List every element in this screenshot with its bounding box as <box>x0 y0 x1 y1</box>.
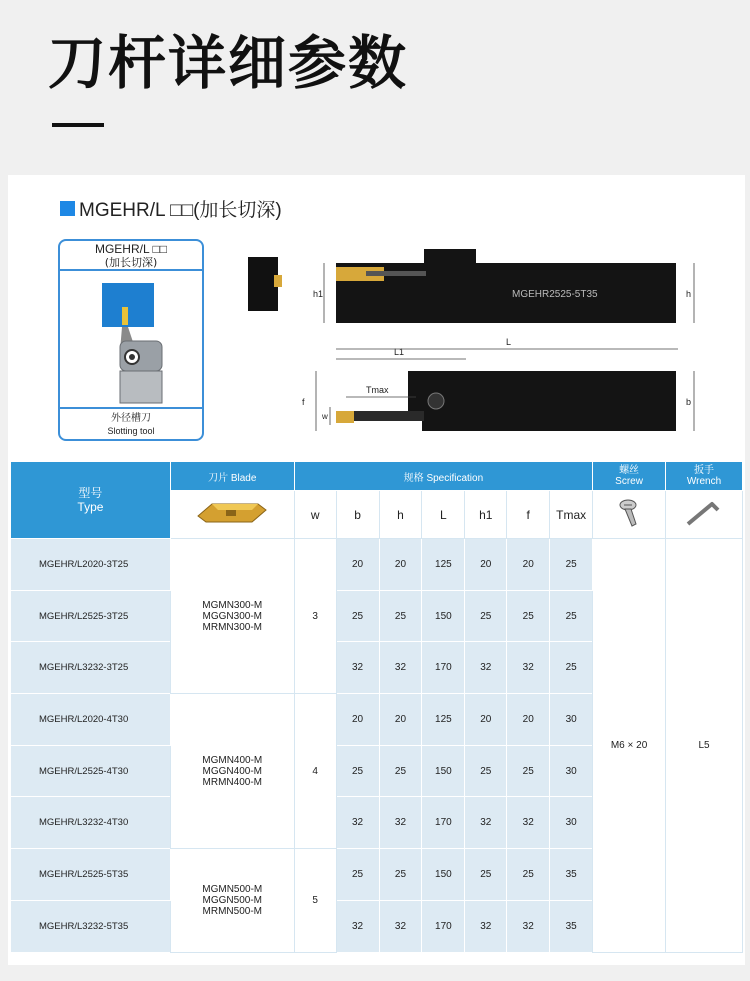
L-cell: 125 <box>422 694 465 746</box>
Tmax-cell: 35 <box>550 849 593 901</box>
blade-insert-icon <box>192 498 272 528</box>
inset-caption-en: Slotting tool <box>107 426 155 436</box>
spec-table <box>10 461 743 953</box>
dim-h1-label: h1 <box>313 289 324 299</box>
blade-code: MGGN300-M <box>202 610 262 622</box>
h-cell: 20 <box>379 694 422 746</box>
type-cell: MGEHR/L2020-4T30 <box>11 694 171 746</box>
dim-L1-label: L1 <box>394 347 405 357</box>
f-cell: 32 <box>507 901 550 953</box>
f-cell: 32 <box>507 797 550 849</box>
Tmax-cell: 25 <box>550 539 593 591</box>
h-cell: 32 <box>379 901 422 953</box>
L-cell: 150 <box>422 746 465 797</box>
slotting-tool-illustration <box>60 271 206 411</box>
screw-header <box>593 462 666 491</box>
blade-cell <box>170 849 294 953</box>
spec-header: 规格 Specification <box>294 462 592 491</box>
blade-cell <box>170 694 294 849</box>
dim-L-label: L <box>506 337 512 347</box>
wrench-icon <box>684 498 724 528</box>
spec-card <box>8 175 745 965</box>
inset-caption <box>60 407 202 439</box>
b-cell: 32 <box>336 797 379 849</box>
inset-header <box>60 241 202 271</box>
type-cell: MGEHR/L3232-4T30 <box>11 797 171 849</box>
col-h1: h1 <box>465 491 507 539</box>
h-cell: 25 <box>379 746 422 797</box>
f-cell: 32 <box>507 642 550 694</box>
type-cell: MGEHR/L2525-5T35 <box>11 849 171 901</box>
col-f: f <box>507 491 550 539</box>
blade-code: MRMN300-M <box>202 621 262 633</box>
L-cell: 125 <box>422 539 465 591</box>
h-cell: 32 <box>379 642 422 694</box>
inset-model: MGEHR/L □□ <box>94 242 168 256</box>
f-cell: 20 <box>507 539 550 591</box>
h-cell: 32 <box>379 797 422 849</box>
h1-cell: 25 <box>465 746 507 797</box>
blade-code: MGMN400-M <box>202 754 263 766</box>
inset-caption-cn: 外径槽刀 <box>111 413 151 424</box>
dim-w-label: w <box>322 412 328 421</box>
b-cell: 25 <box>336 591 379 642</box>
h1-cell: 25 <box>465 591 507 642</box>
blade-code: MRMN400-M <box>202 776 262 788</box>
wrench-cell: L5 <box>666 539 743 953</box>
type-header-en: Type <box>77 500 104 514</box>
w-cell: 5 <box>294 849 336 953</box>
title-underline <box>52 123 104 127</box>
blue-square-icon <box>60 201 75 216</box>
L-cell: 170 <box>422 901 465 953</box>
L-cell: 150 <box>422 591 465 642</box>
b-cell: 32 <box>336 642 379 694</box>
h1-cell: 32 <box>465 901 507 953</box>
drawing-body-text: MGEHR2525-5T35 <box>512 289 598 300</box>
col-h: h <box>379 491 422 539</box>
b-cell: 20 <box>336 694 379 746</box>
col-b: b <box>336 491 379 539</box>
w-cell: 4 <box>294 694 336 849</box>
h-cell: 25 <box>379 591 422 642</box>
b-cell: 32 <box>336 901 379 953</box>
wrench-header <box>666 462 743 491</box>
type-cell: MGEHR/L2525-3T25 <box>11 591 171 642</box>
page-title: 刀杆详细参数 <box>48 29 409 97</box>
blade-code: MGGN400-M <box>202 765 262 777</box>
h-cell: 20 <box>379 539 422 591</box>
Tmax-cell: 35 <box>550 901 593 953</box>
screw-image-cell <box>593 491 666 539</box>
f-cell: 25 <box>507 849 550 901</box>
col-w: w <box>294 491 336 539</box>
screw-header-en: Screw <box>615 476 643 487</box>
dim-f-label: f <box>302 397 305 407</box>
b-cell: 25 <box>336 746 379 797</box>
table-row <box>11 539 743 591</box>
screw-cell: M6 × 20 <box>593 539 666 953</box>
w-cell: 3 <box>294 539 336 694</box>
h1-cell: 32 <box>465 797 507 849</box>
inset-subtitle: (加长切深) <box>104 256 158 269</box>
b-cell: 20 <box>336 539 379 591</box>
wrench-header-cn: 扳手 <box>694 465 714 476</box>
f-cell: 25 <box>507 591 550 642</box>
blade-code: MRMN500-M <box>202 906 262 917</box>
f-cell: 25 <box>507 746 550 797</box>
col-L: L <box>422 491 465 539</box>
blade-code: MGMN500-M <box>202 884 263 895</box>
section-heading-text: MGEHR/L □□(加长切深) <box>79 200 282 221</box>
h1-cell: 20 <box>465 694 507 746</box>
screw-icon <box>616 498 642 528</box>
wrench-image-cell <box>666 491 743 539</box>
tool-holder-drawing <box>236 235 716 445</box>
col-Tmax: Tmax <box>550 491 593 539</box>
h1-cell: 20 <box>465 539 507 591</box>
screw-header-cn: 螺丝 <box>619 465 640 476</box>
blade-cell <box>170 539 294 694</box>
Tmax-cell: 25 <box>550 642 593 694</box>
Tmax-cell: 30 <box>550 746 593 797</box>
dim-h-label: h <box>686 289 692 299</box>
type-cell: MGEHR/L2525-4T30 <box>11 746 171 797</box>
b-cell: 25 <box>336 849 379 901</box>
h-cell: 25 <box>379 849 422 901</box>
Tmax-cell: 30 <box>550 797 593 849</box>
wrench-header-en: Wrench <box>686 476 722 487</box>
L-cell: 170 <box>422 797 465 849</box>
type-cell: MGEHR/L3232-3T25 <box>11 642 171 694</box>
dim-b-label: b <box>686 397 692 407</box>
blade-code: MGMN300-M <box>202 599 263 611</box>
type-cell: MGEHR/L2020-3T25 <box>11 539 171 591</box>
blade-code: MGGN500-M <box>202 895 262 906</box>
section-heading <box>60 195 282 222</box>
Tmax-cell: 30 <box>550 694 593 746</box>
tool-inset-box <box>58 239 204 441</box>
Tmax-cell: 25 <box>550 591 593 642</box>
L-cell: 170 <box>422 642 465 694</box>
h1-cell: 32 <box>465 642 507 694</box>
blade-image-cell <box>170 491 294 539</box>
type-cell: MGEHR/L3232-5T35 <box>11 901 171 953</box>
h1-cell: 25 <box>465 849 507 901</box>
L-cell: 150 <box>422 849 465 901</box>
type-header-cn: 型号 <box>78 486 103 500</box>
blade-header: 刀片 Blade <box>170 462 294 491</box>
f-cell: 20 <box>507 694 550 746</box>
type-header <box>11 462 171 539</box>
dim-Tmax-label: Tmax <box>366 385 389 395</box>
